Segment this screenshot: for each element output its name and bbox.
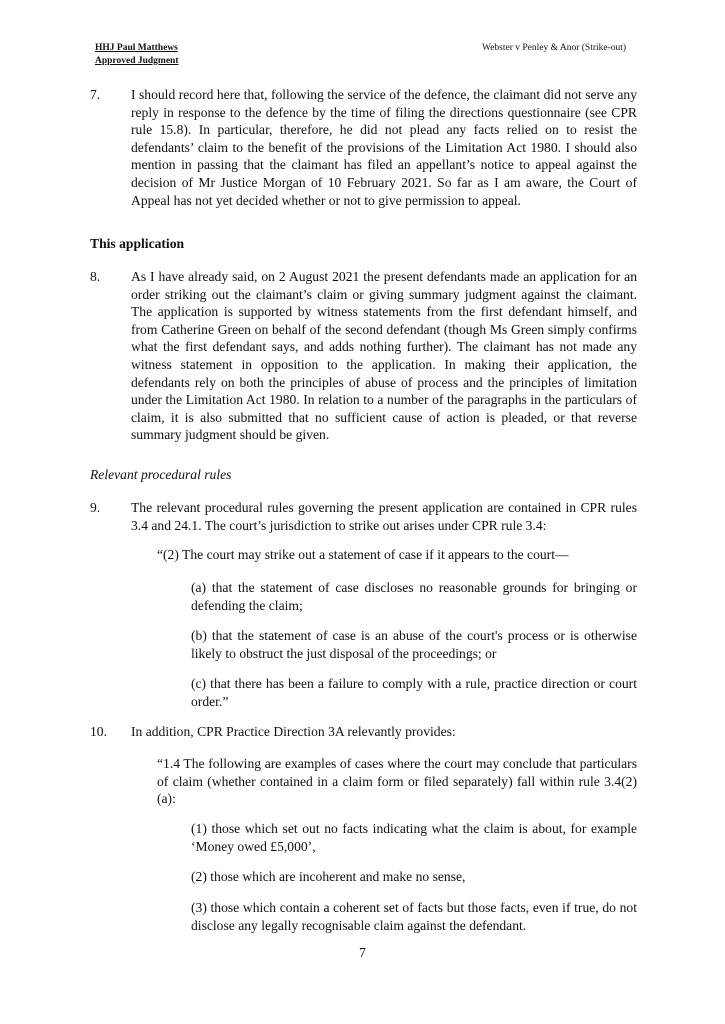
quote-rule-3-4-c: (c) that there has been a failure to comply with a rule, practice direction or court order.” bbox=[191, 676, 637, 709]
header-judge: HHJ Paul Matthews bbox=[95, 43, 178, 53]
quote-pd-3a-1: (1) those which set out no facts indicating what the claim is about, for example ‘Money owed £5,000’, bbox=[191, 821, 637, 854]
quote-pd-3a-2: (2) those which are incoherent and make no sense, bbox=[191, 869, 466, 884]
page-number: 7 bbox=[359, 946, 366, 961]
quote-rule-3-4-a: (a) that the statement of case discloses no reasonable grounds for bringing or defending the claim; bbox=[191, 580, 637, 613]
header-left bbox=[95, 42, 179, 68]
paragraph-8 bbox=[90, 268, 637, 444]
paragraph-7 bbox=[90, 86, 637, 209]
paragraph-text: The relevant procedural rules governing the present application are contained in CPR rules 3.4 and 24.1. The court’s jurisdiction to strike out arises under CPR rule 3.4: bbox=[131, 500, 637, 533]
paragraph-text: In addition, CPR Practice Direction 3A relevantly provides: bbox=[131, 724, 456, 739]
paragraph-number: 8. bbox=[90, 269, 101, 284]
quote-pd-3a-3: (3) those which contain a coherent set of facts but those facts, even if true, do not disclose any legally recognisable claim against the defendant. bbox=[191, 900, 637, 933]
section-heading-rules: Relevant procedural rules bbox=[90, 467, 232, 482]
quote-pd-3a-intro: “1.4 The following are examples of cases where the court may conclude that particulars of claim (whether contained in a claim form or filed separately) fall within rule 3.4(2)(a): bbox=[157, 756, 637, 807]
paragraph-number: 9. bbox=[90, 500, 101, 515]
header-judgment-status: Approved Judgment bbox=[95, 56, 179, 66]
paragraph-10 bbox=[90, 723, 637, 741]
quote-rule-3-4-b: (b) that the statement of case is an abuse of the court's process or is otherwise likely to obstruct the just disposal of the proceedings; or bbox=[191, 628, 637, 661]
paragraph-text: I should record here that, following the service of the defence, the claimant did not serve any reply in response to the defence by the time of filing the directions questionnaire (see CPR rule 15.8). In particular, therefore, he did not plead any facts relied on to resist the defendants’ claim to the benefit of the provisions of the Limitation Act 1980. I should also mention in passing that the claimant has filed an appellant’s notice to appeal against the decision of Mr Justice Morgan of 10 February 2021. So far as I am aware, the Court of Appeal has not yet decided whether or not to give permission to appeal. bbox=[131, 87, 637, 208]
header-case-title: Webster v Penley & Anor (Strike-out) bbox=[482, 43, 627, 53]
paragraph-number: 10. bbox=[90, 724, 107, 739]
paragraph-text: As I have already said, on 2 August 2021 the present defendants made an application for an order striking out the claimant’s claim or giving summary judgment against the claimant. The application is supported by witness statements from the first defendant himself, and from Catherine Green on behalf of the second defendant (though Ms Green simply confirms what the first defendant says, and adds nothing further). The claimant has not made any witness statement in opposition to the application. In making their application, the defendants rely on both the principles of abuse of process and the principles of limitation under the Limitation Act 1980. In relation to a number of the paragraphs in the particulars of claim, it is also submitted that no sufficient cause of action is pleaded, or that reverse summary judgment should be given. bbox=[131, 269, 637, 443]
section-heading-application: This application bbox=[90, 236, 185, 251]
paragraph-9 bbox=[90, 499, 637, 534]
paragraph-number: 7. bbox=[90, 87, 101, 102]
quote-rule-3-4-intro: “(2) The court may strike out a statement of case if it appears to the court— bbox=[157, 547, 569, 562]
